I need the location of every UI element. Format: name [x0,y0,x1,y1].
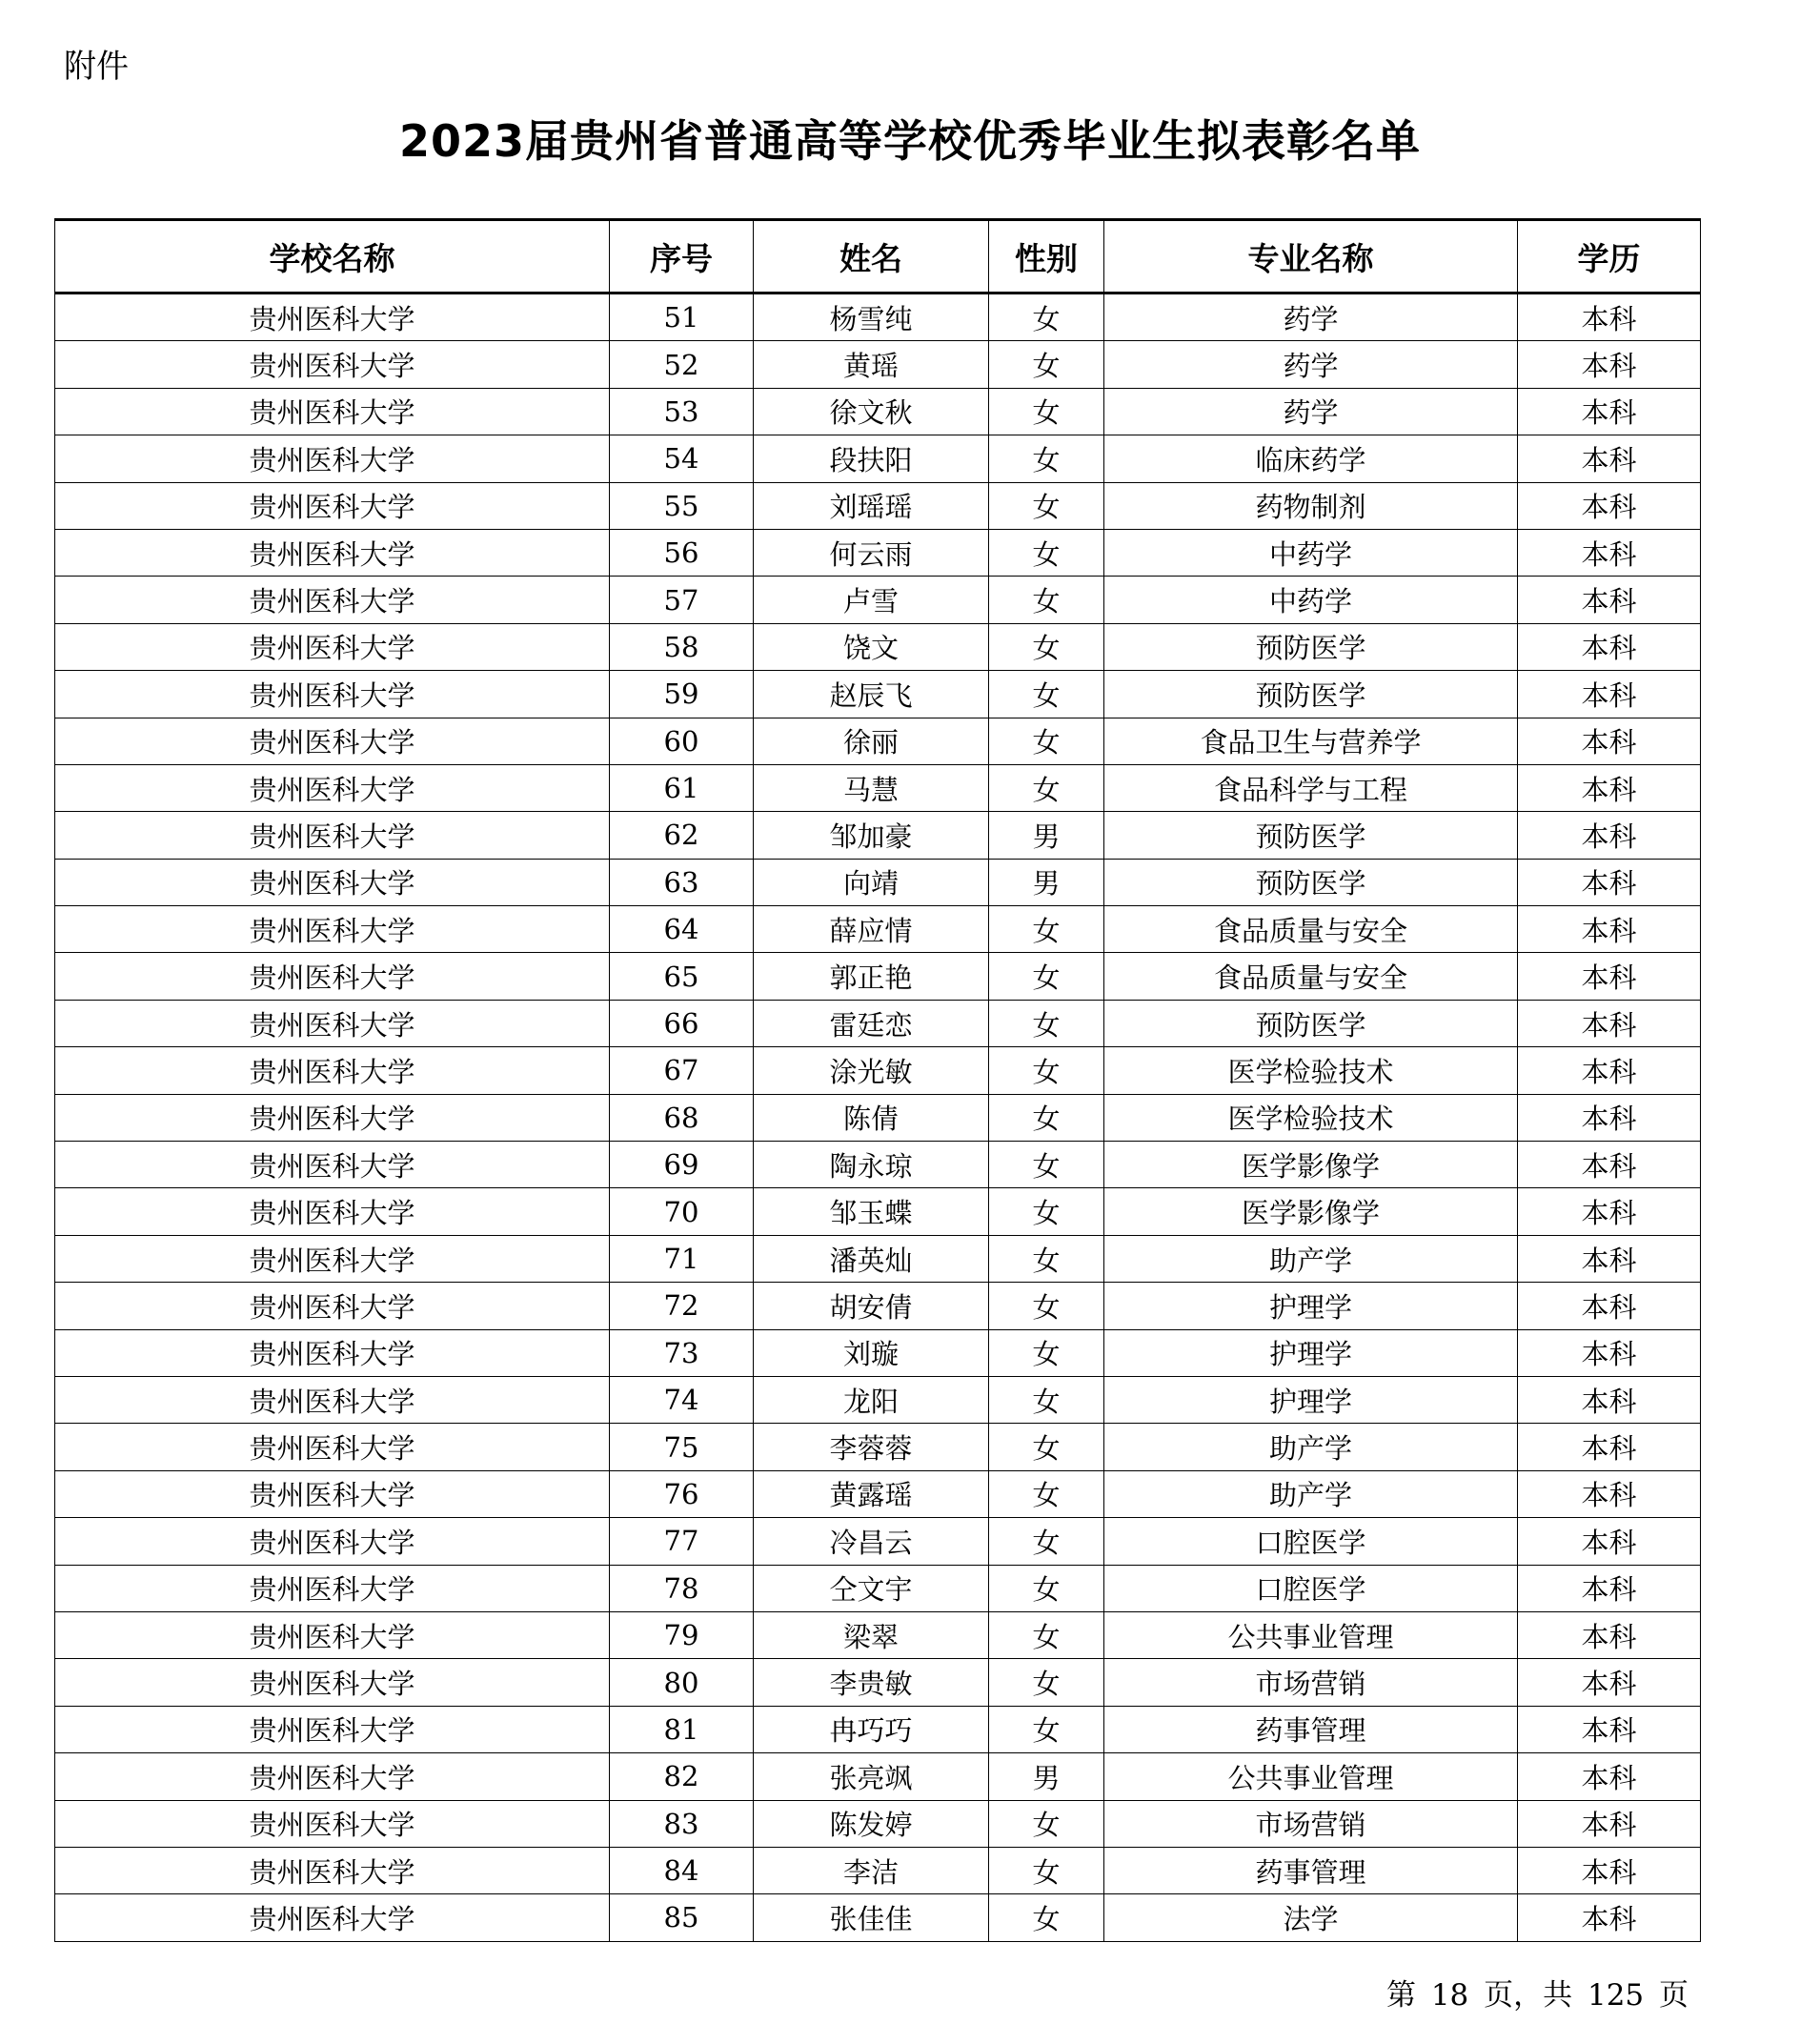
table-row [55,1518,1701,1565]
cell-name: 赵辰飞 [754,671,989,718]
cell-name: 龙阳 [754,1376,989,1423]
cell-index: 69 [610,1142,754,1188]
table-row [55,1047,1701,1094]
cell-school: 贵州医科大学 [55,341,610,388]
cell-name: 马慧 [754,764,989,811]
cell-major: 护理学 [1104,1376,1518,1423]
cell-major: 中药学 [1104,529,1518,576]
table-row [55,1376,1701,1423]
cell-index: 58 [610,623,754,670]
cell-name: 陈发婷 [754,1800,989,1847]
cell-school: 贵州医科大学 [55,293,610,341]
cell-school: 贵州医科大学 [55,1142,610,1188]
cell-gender: 女 [989,1142,1104,1188]
cell-major: 中药学 [1104,577,1518,623]
cell-gender: 女 [989,388,1104,435]
cell-major: 医学影像学 [1104,1142,1518,1188]
cell-name: 梁翠 [754,1611,989,1658]
cell-gender: 女 [989,1376,1104,1423]
table-row [55,341,1701,388]
cell-name: 李洁 [754,1847,989,1893]
cell-degree: 本科 [1518,435,1701,482]
cell-degree: 本科 [1518,1142,1701,1188]
table-row [55,1424,1701,1470]
cell-degree: 本科 [1518,529,1701,576]
cell-school: 贵州医科大学 [55,1518,610,1565]
cell-degree: 本科 [1518,718,1701,764]
cell-gender: 女 [989,1329,1104,1376]
cell-school: 贵州医科大学 [55,1235,610,1282]
cell-name: 向靖 [754,859,989,905]
cell-degree: 本科 [1518,341,1701,388]
table-row [55,623,1701,670]
cell-major: 食品质量与安全 [1104,906,1518,953]
cell-major: 预防医学 [1104,623,1518,670]
cell-name: 邹玉蝶 [754,1188,989,1235]
cell-gender: 女 [989,1611,1104,1658]
header-school: 学校名称 [55,220,610,293]
cell-name: 涂光敏 [754,1047,989,1094]
cell-degree: 本科 [1518,1847,1701,1893]
cell-name: 刘璇 [754,1329,989,1376]
cell-name: 张佳佳 [754,1894,989,1941]
cell-index: 62 [610,812,754,859]
table-row [55,764,1701,811]
cell-index: 80 [610,1659,754,1706]
cell-index: 85 [610,1894,754,1941]
cell-degree: 本科 [1518,1565,1701,1611]
cell-school: 贵州医科大学 [55,1188,610,1235]
cell-name: 李蓉蓉 [754,1424,989,1470]
cell-index: 56 [610,529,754,576]
cell-index: 68 [610,1094,754,1141]
cell-school: 贵州医科大学 [55,859,610,905]
honor-list-table [54,218,1701,1942]
cell-name: 段扶阳 [754,435,989,482]
table-row [55,529,1701,576]
table-row [55,906,1701,953]
cell-gender: 女 [989,1047,1104,1094]
cell-gender: 女 [989,1188,1104,1235]
cell-name: 饶文 [754,623,989,670]
cell-index: 77 [610,1518,754,1565]
cell-index: 54 [610,435,754,482]
cell-name: 陶永琼 [754,1142,989,1188]
table-row [55,1283,1701,1329]
header-major: 专业名称 [1104,220,1518,293]
cell-major: 医学检验技术 [1104,1094,1518,1141]
cell-index: 75 [610,1424,754,1470]
cell-major: 药物制剂 [1104,482,1518,529]
cell-gender: 女 [989,1518,1104,1565]
cell-school: 贵州医科大学 [55,1424,610,1470]
table-header-row [55,220,1701,293]
cell-gender: 女 [989,1565,1104,1611]
cell-major: 药学 [1104,293,1518,341]
table-row [55,1611,1701,1658]
cell-index: 55 [610,482,754,529]
cell-school: 贵州医科大学 [55,1283,610,1329]
cell-gender: 女 [989,1894,1104,1941]
cell-index: 63 [610,859,754,905]
table-row [55,1706,1701,1752]
cell-index: 51 [610,293,754,341]
cell-degree: 本科 [1518,1047,1701,1094]
cell-degree: 本科 [1518,577,1701,623]
cell-school: 贵州医科大学 [55,953,610,1000]
cell-name: 何云雨 [754,529,989,576]
cell-index: 60 [610,718,754,764]
cell-name: 杨雪纯 [754,293,989,341]
table-row [55,1565,1701,1611]
cell-gender: 女 [989,435,1104,482]
cell-gender: 女 [989,718,1104,764]
cell-gender: 女 [989,623,1104,670]
cell-name: 李贵敏 [754,1659,989,1706]
cell-degree: 本科 [1518,1188,1701,1235]
table-row [55,1142,1701,1188]
cell-gender: 女 [989,953,1104,1000]
table-row [55,1235,1701,1282]
header-gender: 性别 [989,220,1104,293]
table-row [55,1470,1701,1517]
cell-gender: 女 [989,906,1104,953]
cell-major: 预防医学 [1104,859,1518,905]
cell-school: 贵州医科大学 [55,1094,610,1141]
cell-name: 冷昌云 [754,1518,989,1565]
cell-gender: 女 [989,1000,1104,1046]
cell-degree: 本科 [1518,1518,1701,1565]
cell-major: 公共事业管理 [1104,1611,1518,1658]
cell-index: 81 [610,1706,754,1752]
cell-school: 贵州医科大学 [55,482,610,529]
cell-name: 潘英灿 [754,1235,989,1282]
cell-degree: 本科 [1518,1470,1701,1517]
cell-major: 助产学 [1104,1424,1518,1470]
cell-name: 黄瑶 [754,341,989,388]
cell-major: 预防医学 [1104,1000,1518,1046]
cell-school: 贵州医科大学 [55,1329,610,1376]
cell-gender: 女 [989,482,1104,529]
cell-major: 食品质量与安全 [1104,953,1518,1000]
cell-school: 贵州医科大学 [55,1847,610,1893]
table-row [55,388,1701,435]
cell-gender: 男 [989,1753,1104,1800]
cell-gender: 女 [989,1706,1104,1752]
cell-school: 贵州医科大学 [55,1565,610,1611]
cell-degree: 本科 [1518,764,1701,811]
cell-major: 口腔医学 [1104,1565,1518,1611]
cell-index: 53 [610,388,754,435]
cell-index: 74 [610,1376,754,1423]
cell-degree: 本科 [1518,1659,1701,1706]
cell-gender: 女 [989,341,1104,388]
table-row [55,577,1701,623]
cell-gender: 女 [989,1800,1104,1847]
cell-index: 61 [610,764,754,811]
cell-degree: 本科 [1518,1329,1701,1376]
cell-gender: 女 [989,1235,1104,1282]
cell-degree: 本科 [1518,293,1701,341]
cell-index: 59 [610,671,754,718]
cell-school: 贵州医科大学 [55,718,610,764]
cell-index: 79 [610,1611,754,1658]
cell-gender: 女 [989,1659,1104,1706]
cell-major: 药事管理 [1104,1847,1518,1893]
table-row [55,718,1701,764]
cell-index: 83 [610,1800,754,1847]
cell-degree: 本科 [1518,1894,1701,1941]
cell-school: 贵州医科大学 [55,1800,610,1847]
cell-degree: 本科 [1518,1094,1701,1141]
cell-school: 贵州医科大学 [55,1706,610,1752]
cell-major: 助产学 [1104,1470,1518,1517]
cell-name: 张亮飒 [754,1753,989,1800]
cell-major: 市场营销 [1104,1800,1518,1847]
table-row [55,1753,1701,1800]
header-name: 姓名 [754,220,989,293]
cell-gender: 女 [989,1424,1104,1470]
cell-school: 贵州医科大学 [55,623,610,670]
cell-name: 冉巧巧 [754,1706,989,1752]
cell-index: 73 [610,1329,754,1376]
cell-major: 市场营销 [1104,1659,1518,1706]
cell-school: 贵州医科大学 [55,671,610,718]
cell-school: 贵州医科大学 [55,1611,610,1658]
cell-degree: 本科 [1518,1376,1701,1423]
table-row [55,1188,1701,1235]
table-row [55,953,1701,1000]
table-row [55,1000,1701,1046]
cell-index: 65 [610,953,754,1000]
cell-school: 贵州医科大学 [55,812,610,859]
attachment-label: 附件 [64,48,129,86]
cell-major: 临床药学 [1104,435,1518,482]
cell-major: 口腔医学 [1104,1518,1518,1565]
cell-gender: 女 [989,577,1104,623]
cell-school: 贵州医科大学 [55,577,610,623]
cell-degree: 本科 [1518,1611,1701,1658]
cell-major: 医学检验技术 [1104,1047,1518,1094]
table-row [55,1659,1701,1706]
cell-degree: 本科 [1518,859,1701,905]
cell-school: 贵州医科大学 [55,1659,610,1706]
cell-name: 卢雪 [754,577,989,623]
table-row [55,1329,1701,1376]
cell-major: 药学 [1104,341,1518,388]
cell-gender: 男 [989,859,1104,905]
cell-school: 贵州医科大学 [55,388,610,435]
cell-degree: 本科 [1518,482,1701,529]
table-row [55,482,1701,529]
cell-gender: 女 [989,1470,1104,1517]
cell-degree: 本科 [1518,812,1701,859]
cell-degree: 本科 [1518,623,1701,670]
header-degree: 学历 [1518,220,1701,293]
cell-major: 公共事业管理 [1104,1753,1518,1800]
cell-gender: 女 [989,1283,1104,1329]
cell-index: 82 [610,1753,754,1800]
cell-index: 76 [610,1470,754,1517]
cell-name: 雷廷恋 [754,1000,989,1046]
cell-name: 薛应情 [754,906,989,953]
cell-degree: 本科 [1518,906,1701,953]
cell-degree: 本科 [1518,1235,1701,1282]
cell-index: 52 [610,341,754,388]
page-title: 2023届贵州省普通高等学校优秀毕业生拟表彰名单 [398,115,1422,167]
cell-index: 57 [610,577,754,623]
table-row [55,812,1701,859]
cell-degree: 本科 [1518,953,1701,1000]
cell-index: 67 [610,1047,754,1094]
cell-gender: 女 [989,764,1104,811]
cell-index: 64 [610,906,754,953]
cell-index: 70 [610,1188,754,1235]
cell-name: 陈倩 [754,1094,989,1141]
table-body [55,293,1701,1942]
table-row [55,859,1701,905]
cell-major: 预防医学 [1104,812,1518,859]
cell-name: 黄露瑶 [754,1470,989,1517]
cell-name: 胡安倩 [754,1283,989,1329]
cell-name: 徐丽 [754,718,989,764]
cell-degree: 本科 [1518,1424,1701,1470]
cell-gender: 男 [989,812,1104,859]
table-row [55,293,1701,341]
cell-school: 贵州医科大学 [55,1894,610,1941]
cell-school: 贵州医科大学 [55,764,610,811]
page-number: 第 18 页，共 125 页 [1385,1978,1689,2013]
cell-major: 药学 [1104,388,1518,435]
cell-name: 徐文秋 [754,388,989,435]
cell-major: 护理学 [1104,1283,1518,1329]
cell-index: 72 [610,1283,754,1329]
cell-degree: 本科 [1518,1706,1701,1752]
cell-index: 66 [610,1000,754,1046]
cell-school: 贵州医科大学 [55,1047,610,1094]
cell-school: 贵州医科大学 [55,906,610,953]
cell-degree: 本科 [1518,1753,1701,1800]
cell-school: 贵州医科大学 [55,529,610,576]
cell-gender: 女 [989,671,1104,718]
cell-gender: 女 [989,293,1104,341]
cell-gender: 女 [989,529,1104,576]
cell-school: 贵州医科大学 [55,1376,610,1423]
table-row [55,1894,1701,1941]
cell-name: 仝文宇 [754,1565,989,1611]
header-index: 序号 [610,220,754,293]
cell-gender: 女 [989,1094,1104,1141]
cell-major: 法学 [1104,1894,1518,1941]
table-row [55,1847,1701,1893]
cell-degree: 本科 [1518,388,1701,435]
cell-index: 84 [610,1847,754,1893]
cell-major: 护理学 [1104,1329,1518,1376]
cell-gender: 女 [989,1847,1104,1893]
cell-school: 贵州医科大学 [55,1000,610,1046]
cell-name: 郭正艳 [754,953,989,1000]
table-row [55,435,1701,482]
cell-major: 药事管理 [1104,1706,1518,1752]
cell-major: 预防医学 [1104,671,1518,718]
cell-school: 贵州医科大学 [55,435,610,482]
cell-major: 助产学 [1104,1235,1518,1282]
cell-degree: 本科 [1518,671,1701,718]
cell-degree: 本科 [1518,1000,1701,1046]
cell-degree: 本科 [1518,1283,1701,1329]
cell-major: 食品科学与工程 [1104,764,1518,811]
cell-school: 贵州医科大学 [55,1753,610,1800]
table-row [55,1094,1701,1141]
cell-name: 刘瑶瑶 [754,482,989,529]
table-row [55,1800,1701,1847]
cell-major: 食品卫生与营养学 [1104,718,1518,764]
cell-index: 71 [610,1235,754,1282]
cell-major: 医学影像学 [1104,1188,1518,1235]
cell-school: 贵州医科大学 [55,1470,610,1517]
cell-index: 78 [610,1565,754,1611]
table-row [55,671,1701,718]
cell-degree: 本科 [1518,1800,1701,1847]
cell-name: 邹加豪 [754,812,989,859]
